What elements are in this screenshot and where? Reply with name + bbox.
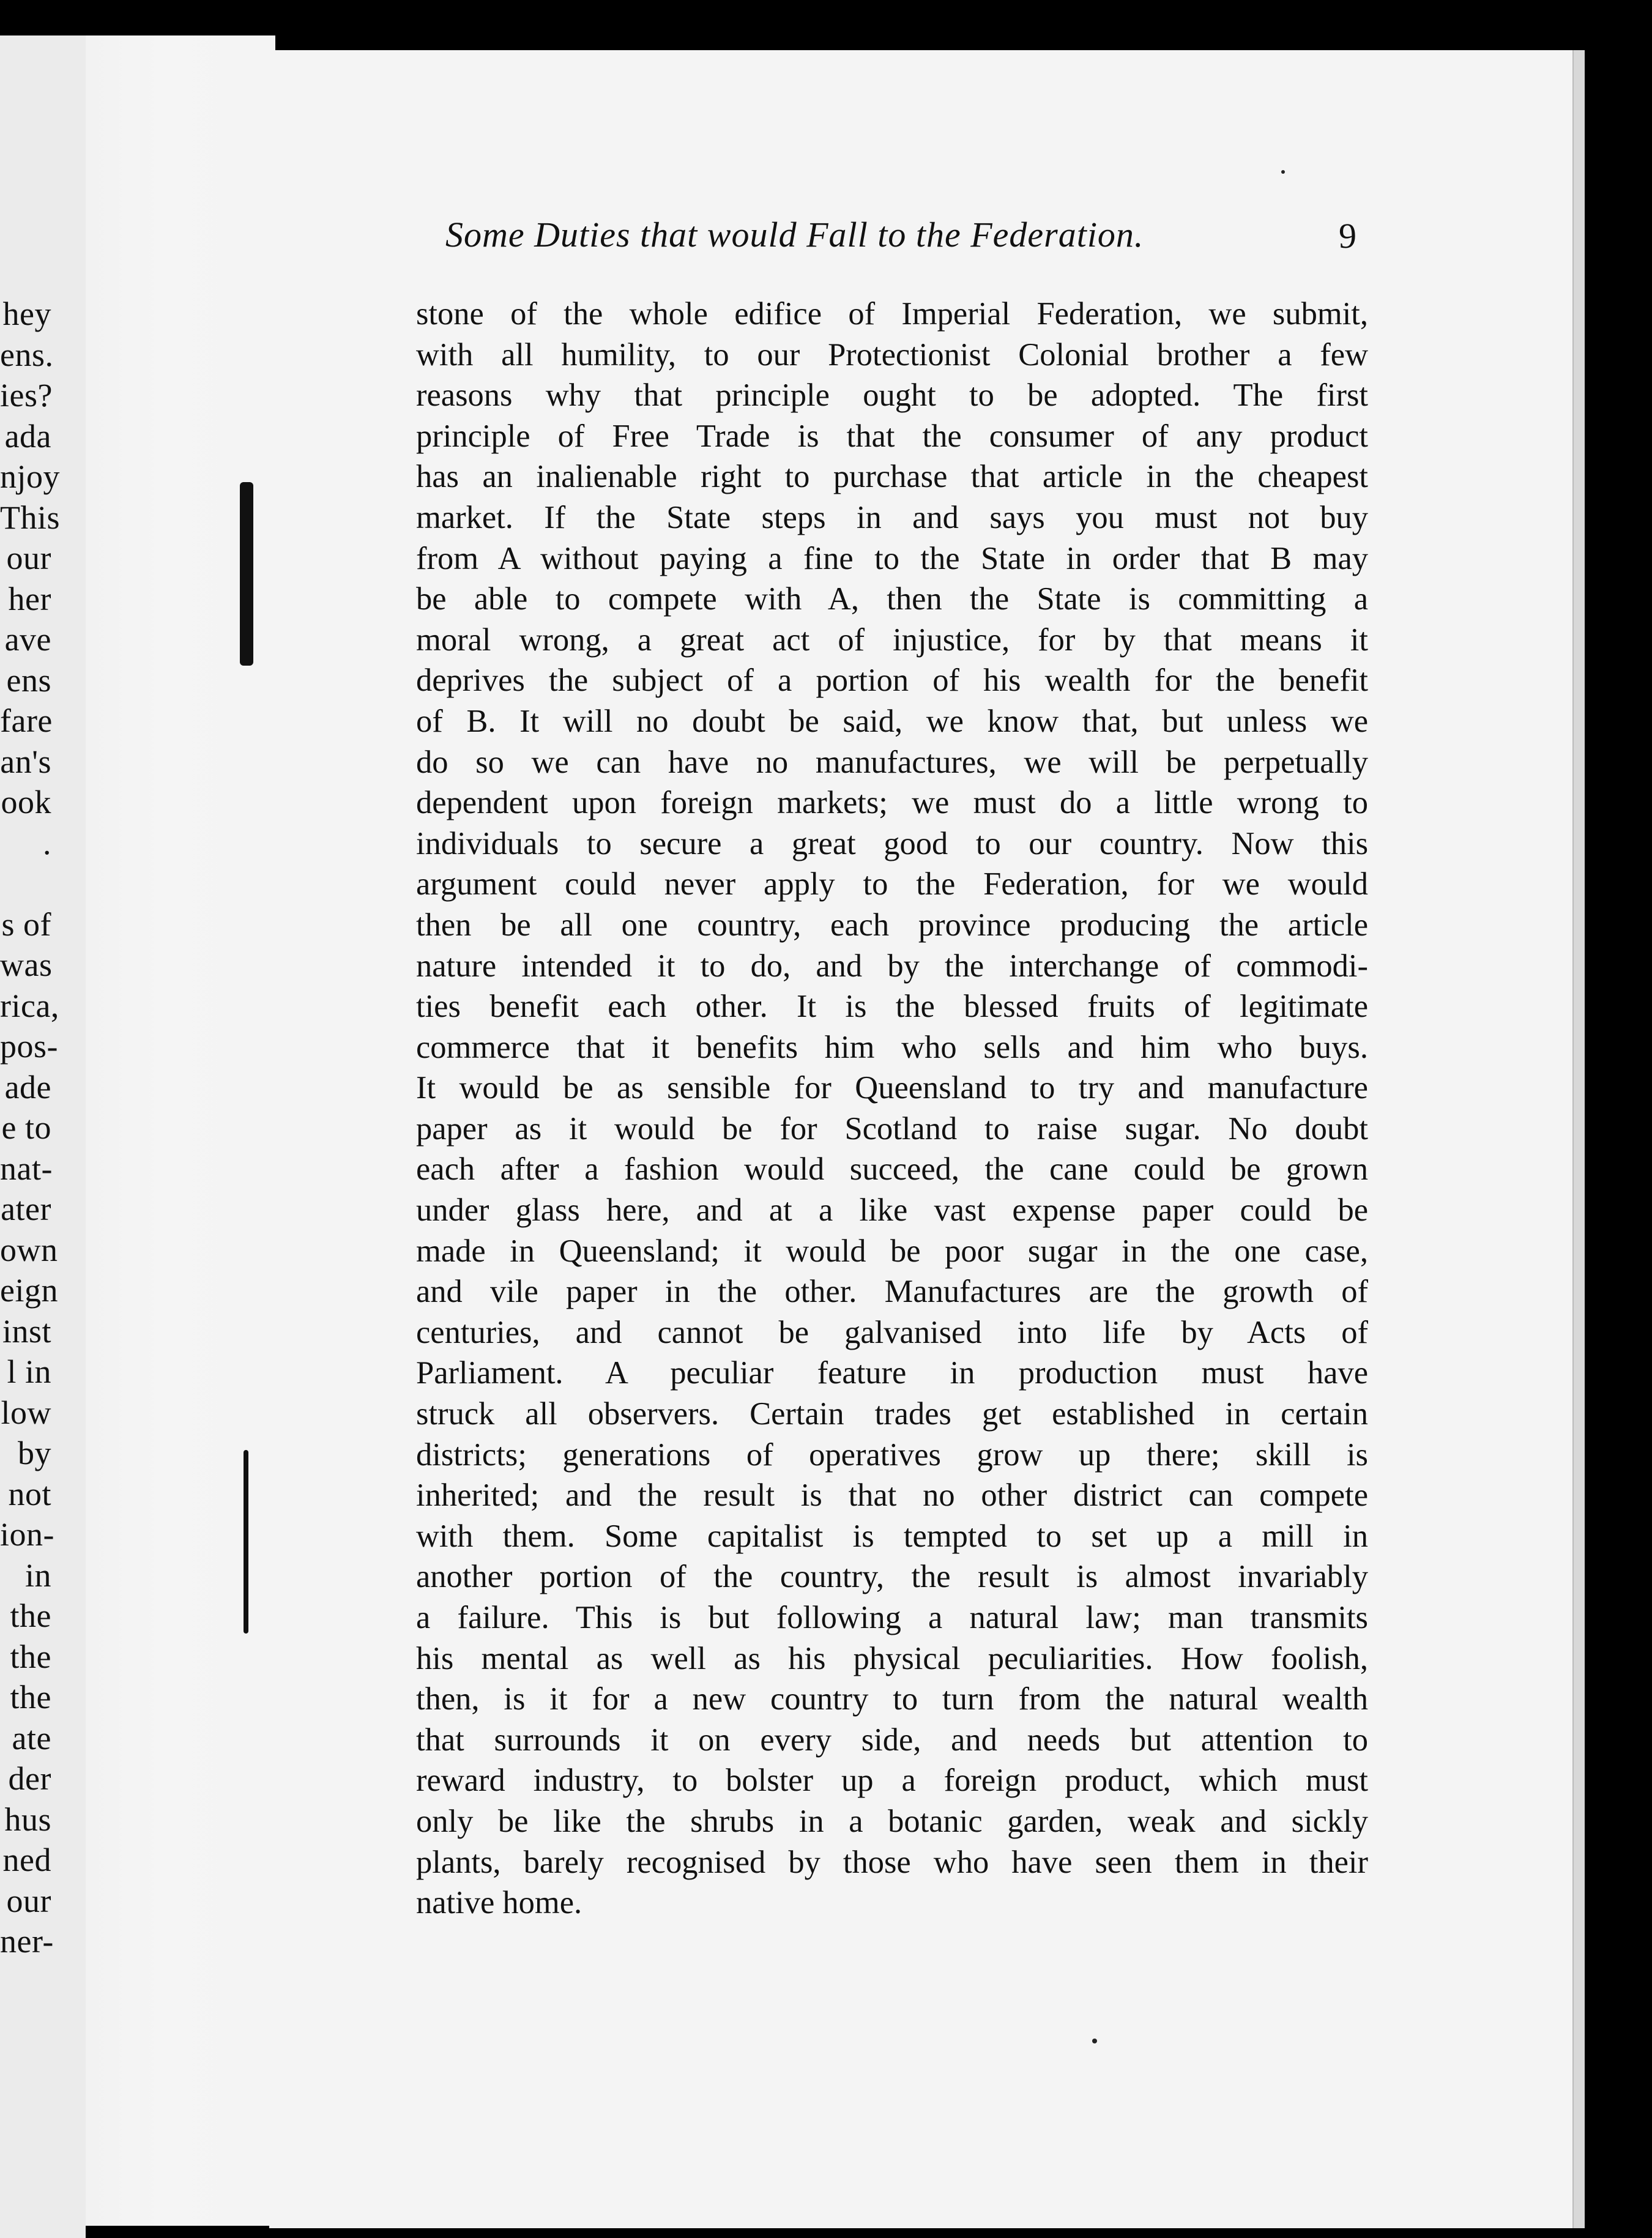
left-page-fragment: ner- bbox=[0, 1923, 54, 1960]
text-line: moral wrong, a great act of injustice, for by that means it bbox=[416, 622, 1368, 658]
left-page-fragment: nat- bbox=[0, 1150, 53, 1187]
binding-mark-upper bbox=[240, 482, 253, 666]
text-line: with them. Some capitalist is tempted to set up a mill in bbox=[416, 1518, 1368, 1554]
text-line: commerce that it benefits him who sells and him who buys. bbox=[416, 1029, 1368, 1065]
text-line: struck all observers. Certain trades get established in certain bbox=[416, 1396, 1368, 1432]
left-page-fragment: hus bbox=[4, 1801, 51, 1838]
left-page-fragment: ook bbox=[1, 784, 51, 820]
text-line: paper as it would be for Scotland to raise sugar. No doubt bbox=[416, 1110, 1368, 1147]
text-line: has an inalienable right to purchase that article in the cheapest bbox=[416, 459, 1368, 495]
left-page-fragment: . bbox=[43, 824, 51, 861]
left-page-fragment: ada bbox=[4, 417, 51, 455]
text-line: and vile paper in the other. Manufactures are the growth of bbox=[416, 1274, 1368, 1310]
left-page-fragment: njoy bbox=[0, 458, 61, 495]
left-page-fragment: our bbox=[6, 540, 51, 576]
left-page-fragment: the bbox=[10, 1679, 51, 1716]
text-line: argument could never apply to the Federation, for we would bbox=[416, 866, 1368, 902]
text-line: each after a fashion would succeed, the cane could be grown bbox=[416, 1151, 1368, 1188]
running-head-title: Some Duties that would Fall to the Federation. bbox=[445, 215, 1144, 255]
page-gutter bbox=[86, 35, 275, 2226]
text-line: plants, barely recognised by those who have seen them in their bbox=[416, 1844, 1368, 1880]
text-line: reasons why that principle ought to be adopted. The first bbox=[416, 377, 1368, 414]
text-line: districts; generations of operatives grow up there; skill is bbox=[416, 1437, 1368, 1473]
text-line: of B. It will no doubt be said, we know that, but unless we bbox=[416, 703, 1368, 739]
left-page-fragment: e to bbox=[1, 1109, 51, 1146]
text-line: deprives the subject of a portion of his wealth for the benefit bbox=[416, 663, 1368, 699]
text-line: It would be as sensible for Queensland to try and manufacture bbox=[416, 1070, 1368, 1106]
left-page-fragment: inst bbox=[2, 1312, 51, 1350]
binding-mark-lower bbox=[244, 1450, 248, 1634]
left-page-fragment: ned bbox=[2, 1842, 51, 1878]
left-page-fragment: ion- bbox=[0, 1516, 54, 1553]
left-page-fragment: was bbox=[0, 946, 53, 983]
left-page-fragment: the bbox=[10, 1597, 51, 1634]
text-line: native home. bbox=[416, 1885, 582, 1921]
text-line: principle of Free Trade is that the consumer of any product bbox=[416, 418, 1368, 454]
text-line: stone of the whole edifice of Imperial Federation, we submit, bbox=[416, 296, 1368, 332]
text-line: then, is it for a new country to turn from the natural wealth bbox=[416, 1681, 1368, 1717]
text-line: nature intended it to do, and by the interchange of commodi- bbox=[416, 948, 1368, 984]
left-page-fragment: s of bbox=[1, 905, 51, 943]
left-page-fragment: ater bbox=[1, 1191, 51, 1227]
left-page-fragment: ade bbox=[4, 1068, 51, 1106]
text-line: centuries, and cannot be galvanised into life by Acts of bbox=[416, 1314, 1368, 1350]
text-line: his mental as well as his physical peculiarities. How foolish, bbox=[416, 1640, 1368, 1676]
left-page-fragment: in bbox=[24, 1556, 51, 1594]
left-page-fragment: rica, bbox=[0, 987, 59, 1024]
text-line: made in Queensland; it would be poor sugar in the one case, bbox=[416, 1233, 1368, 1269]
left-page-fragment: ate bbox=[12, 1719, 51, 1757]
left-page-fragment: This bbox=[0, 499, 61, 536]
text-line: another portion of the country, the result is almost invariably bbox=[416, 1559, 1368, 1595]
left-page-fragment: l in bbox=[7, 1353, 51, 1390]
text-line: Parliament. A peculiar feature in production must have bbox=[416, 1355, 1368, 1391]
page-edge bbox=[1572, 50, 1585, 2228]
text-line: only be like the shrubs in a botanic garden, weak and sickly bbox=[416, 1803, 1368, 1839]
left-page-fragment: fare bbox=[0, 702, 53, 739]
text-line: a failure. This is but following a natural law; man transmits bbox=[416, 1600, 1368, 1635]
left-page-fragment: ies? bbox=[0, 377, 53, 414]
text-line: dependent upon foreign markets; we must do a little wrong to bbox=[416, 785, 1368, 821]
left-page-fragment: own bbox=[0, 1231, 58, 1268]
left-page-fragment: our bbox=[6, 1882, 51, 1919]
page-number: 9 bbox=[1339, 216, 1356, 256]
left-page-fragment: der bbox=[8, 1760, 51, 1797]
text-line: reward industry, to bolster up a foreign product, which must bbox=[416, 1763, 1368, 1799]
body-text bbox=[416, 294, 1368, 1924]
text-line: with all humility, to our Protectionist Colonial brother a few bbox=[416, 336, 1368, 373]
left-page-fragment: pos- bbox=[0, 1028, 58, 1065]
text-line: that surrounds it on every side, and needs but attention to bbox=[416, 1722, 1368, 1758]
left-page-fragment: an's bbox=[0, 743, 51, 780]
left-page-fragment: the bbox=[10, 1638, 51, 1675]
left-page-fragment: not bbox=[8, 1475, 51, 1512]
left-page-fragment: hey bbox=[2, 296, 51, 332]
left-page-fragment: her bbox=[8, 580, 51, 617]
text-line: then be all one country, each province producing the article bbox=[416, 907, 1368, 943]
text-line: from A without paying a fine to the State in order that B may bbox=[416, 540, 1368, 576]
left-page-fragment: ens. bbox=[0, 336, 54, 373]
text-line: individuals to secure a great good to our country. Now this bbox=[416, 825, 1368, 861]
left-page-fragment: eign bbox=[0, 1272, 58, 1309]
text-line: under glass here, and at a like vast expense paper could be bbox=[416, 1192, 1368, 1229]
text-line: inherited; and the result is that no other district can compete bbox=[416, 1478, 1368, 1514]
text-line: do so we can have no manufactures, we will be perpetually bbox=[416, 744, 1368, 780]
left-page-fragment: ens bbox=[6, 661, 51, 699]
left-page-fragment: ave bbox=[4, 621, 51, 658]
left-page-fragment: low bbox=[1, 1394, 51, 1431]
text-line: ties benefit each other. It is the blessed fruits of legitimate bbox=[416, 989, 1368, 1025]
text-line: be able to compete with A, then the State is committing a bbox=[416, 581, 1368, 617]
scan-speck bbox=[1281, 170, 1285, 174]
scan-speck bbox=[1092, 2039, 1097, 2043]
text-line: market. If the State steps in and says you must not buy bbox=[416, 499, 1368, 535]
left-page-fragment: by bbox=[18, 1435, 51, 1471]
